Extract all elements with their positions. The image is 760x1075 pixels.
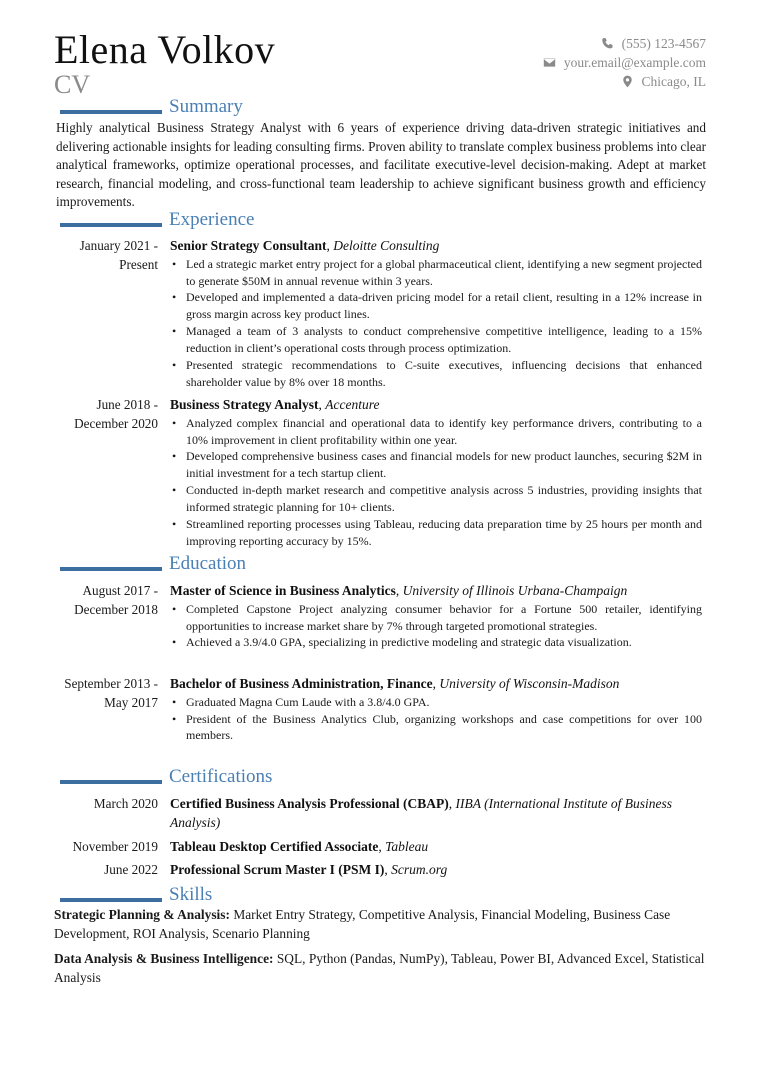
list-item: • Streamlined reporting processes using Tableau, reducing data preparation time by 25 hours per month and improving reporting accuracy by 15%.	[170, 516, 702, 550]
section-certifications	[0, 768, 760, 790]
section-accent-bar	[60, 223, 162, 227]
cert-issuer: IIBA (International Institute of Business Analysis)	[170, 796, 672, 830]
list-item: • President of the Business Analytics Club, organizing workshops and case competitions for over 100 members.	[170, 711, 702, 745]
entry-date: June 2022	[104, 862, 158, 877]
list-item: • Graduated Magna Cum Laude with a 3.8/4.0 GPA.	[170, 694, 702, 711]
section-title: Summary	[169, 96, 243, 117]
skill-group	[54, 949, 714, 987]
entry-heading: Certified Business Analysis Professional (CBAP), IIBA (International Institute of Business Analysis)	[170, 796, 672, 830]
list-item: • Presented strategic recommendations to C-suite executives, influencing decisions that enhanced shareholder value by 8% over 18 months.	[170, 357, 702, 391]
entry-school: University of Wisconsin-Madison	[439, 676, 620, 691]
location-text: Chicago, IL	[641, 74, 706, 89]
cert-name: Professional Scrum Master I (PSM I)	[170, 862, 385, 877]
list-item: • Analyzed complex financial and operational data to identify key performance drivers, contributing to a 10% improvement in client profitability within one year.	[170, 415, 702, 449]
entry-date: March 2020	[93, 796, 158, 811]
entry-heading: Bachelor of Business Administration, Finance, University of Wisconsin-Madison	[170, 676, 620, 691]
entry-role: Business Strategy Analyst	[170, 397, 319, 412]
section-title: Certifications	[169, 766, 273, 787]
section-education	[0, 555, 760, 577]
section-title: Experience	[169, 209, 255, 230]
list-item: • Managed a team of 3 analysts to conduct comprehensive competitive intelligence, leading to a 15% reduction in client’s operational costs through process optimization.	[170, 323, 702, 357]
entry-heading: Master of Science in Business Analytics, University of Illinois Urbana-Champaign	[170, 583, 628, 598]
contact-location	[406, 72, 706, 91]
envelope-icon	[543, 56, 556, 69]
entry-org: Accenture	[325, 397, 380, 412]
entry-bullets	[170, 415, 702, 550]
list-item: • Achieved a 3.9/4.0 GPA, specializing in predictive modeling and strategic data visualization.	[170, 634, 702, 651]
section-title: Skills	[169, 884, 213, 905]
section-summary	[0, 98, 760, 120]
list-item: • Conducted in-depth market research and competitive analysis across 5 industries, providing insights that informed strategic planning for 10+ clients.	[170, 482, 702, 516]
entry-bullets	[170, 694, 702, 745]
section-accent-bar	[60, 110, 162, 114]
section-accent-bar	[60, 898, 162, 902]
entry-heading: Tableau Desktop Certified Associate, Tableau	[170, 839, 429, 854]
entry-bullets	[170, 601, 702, 652]
entry-date: January 2021 - Present	[79, 238, 158, 272]
map-pin-icon	[621, 75, 634, 88]
skill-label: Data Analysis & Business Intelligence:	[54, 951, 274, 966]
entry-date: September 2013 - May 2017	[64, 676, 158, 710]
list-item: • Completed Capstone Project analyzing consumer behavior for a Fortune 500 retailer, identifying opportunities to increase market share by 7% through targeted promotional strategies.	[170, 601, 702, 635]
entry-school: University of Illinois Urbana-Champaign	[402, 583, 628, 598]
contact-phone	[406, 34, 706, 53]
email-text[interactable]: your.email@example.com	[563, 55, 706, 70]
summary-text: Highly analytical Business Strategy Analyst with 6 years of experience driving data-driven strategic initiatives and delivering actionable insights for leading consulting firms. Proven ability to translate complex business problems into clear analytical frameworks, optimize operational processes, and facilitate executive-level decision-making. Adept at market research, financial modeling, and cross-functional team leadership to achieve significant business growth and efficiency improvements.	[56, 120, 706, 210]
entry-date: November 2019	[72, 839, 158, 854]
skill-label: Strategic Planning & Analysis:	[54, 907, 230, 922]
section-experience	[0, 211, 760, 233]
list-item: • Developed comprehensive business cases and financial models for new product launches, securing $2M in initial investment for a tech startup client.	[170, 448, 702, 482]
section-accent-bar	[60, 780, 162, 784]
cert-name: Certified Business Analysis Professional (CBAP)	[170, 796, 449, 811]
section-title: Education	[169, 553, 247, 574]
section-accent-bar	[60, 567, 162, 571]
list-item: • Led a strategic market entry project for a global pharmaceutical client, identifying a new segment projected to generate $50M in annual revenue within 3 years.	[170, 256, 702, 290]
entry-date: June 2018 - December 2020	[74, 397, 158, 431]
entry-date: August 2017 - December 2018	[74, 583, 158, 617]
entry-role: Senior Strategy Consultant	[170, 238, 327, 253]
entry-heading: Professional Scrum Master I (PSM I), Scrum.org	[170, 862, 448, 877]
entry-degree: Master of Science in Business Analytics	[170, 583, 396, 598]
candidate-name: Elena Volkov	[54, 27, 276, 72]
list-item: • Developed and implemented a data-driven pricing model for a retail client, resulting in a 12% increase in gross margin across key product lines.	[170, 289, 702, 323]
entry-bullets	[170, 256, 702, 391]
contact-email[interactable]	[406, 53, 706, 72]
skill-value: Market Entry Strategy, Competitive Analysis, Financial Modeling, Business Case Development, ROI Analysis, Scenario Planning	[54, 907, 671, 941]
phone-text: (555) 123-4567	[621, 36, 706, 51]
cert-name: Tableau Desktop Certified Associate	[170, 839, 379, 854]
entry-heading: Business Strategy Analyst, Accenture	[170, 397, 380, 412]
cert-issuer: Scrum.org	[391, 862, 448, 877]
skill-value: SQL, Python (Pandas, NumPy), Tableau, Power BI, Advanced Excel, Statistical Analysis	[54, 951, 705, 985]
entry-degree: Bachelor of Business Administration, Finance	[170, 676, 433, 691]
cert-issuer: Tableau	[385, 839, 429, 854]
entry-org: Deloitte Consulting	[333, 238, 440, 253]
entry-heading: Senior Strategy Consultant, Deloitte Consulting	[170, 238, 440, 253]
document-subtitle: CV	[54, 70, 91, 99]
contact-block	[406, 34, 706, 91]
phone-icon	[601, 37, 614, 50]
skill-group	[54, 905, 714, 943]
